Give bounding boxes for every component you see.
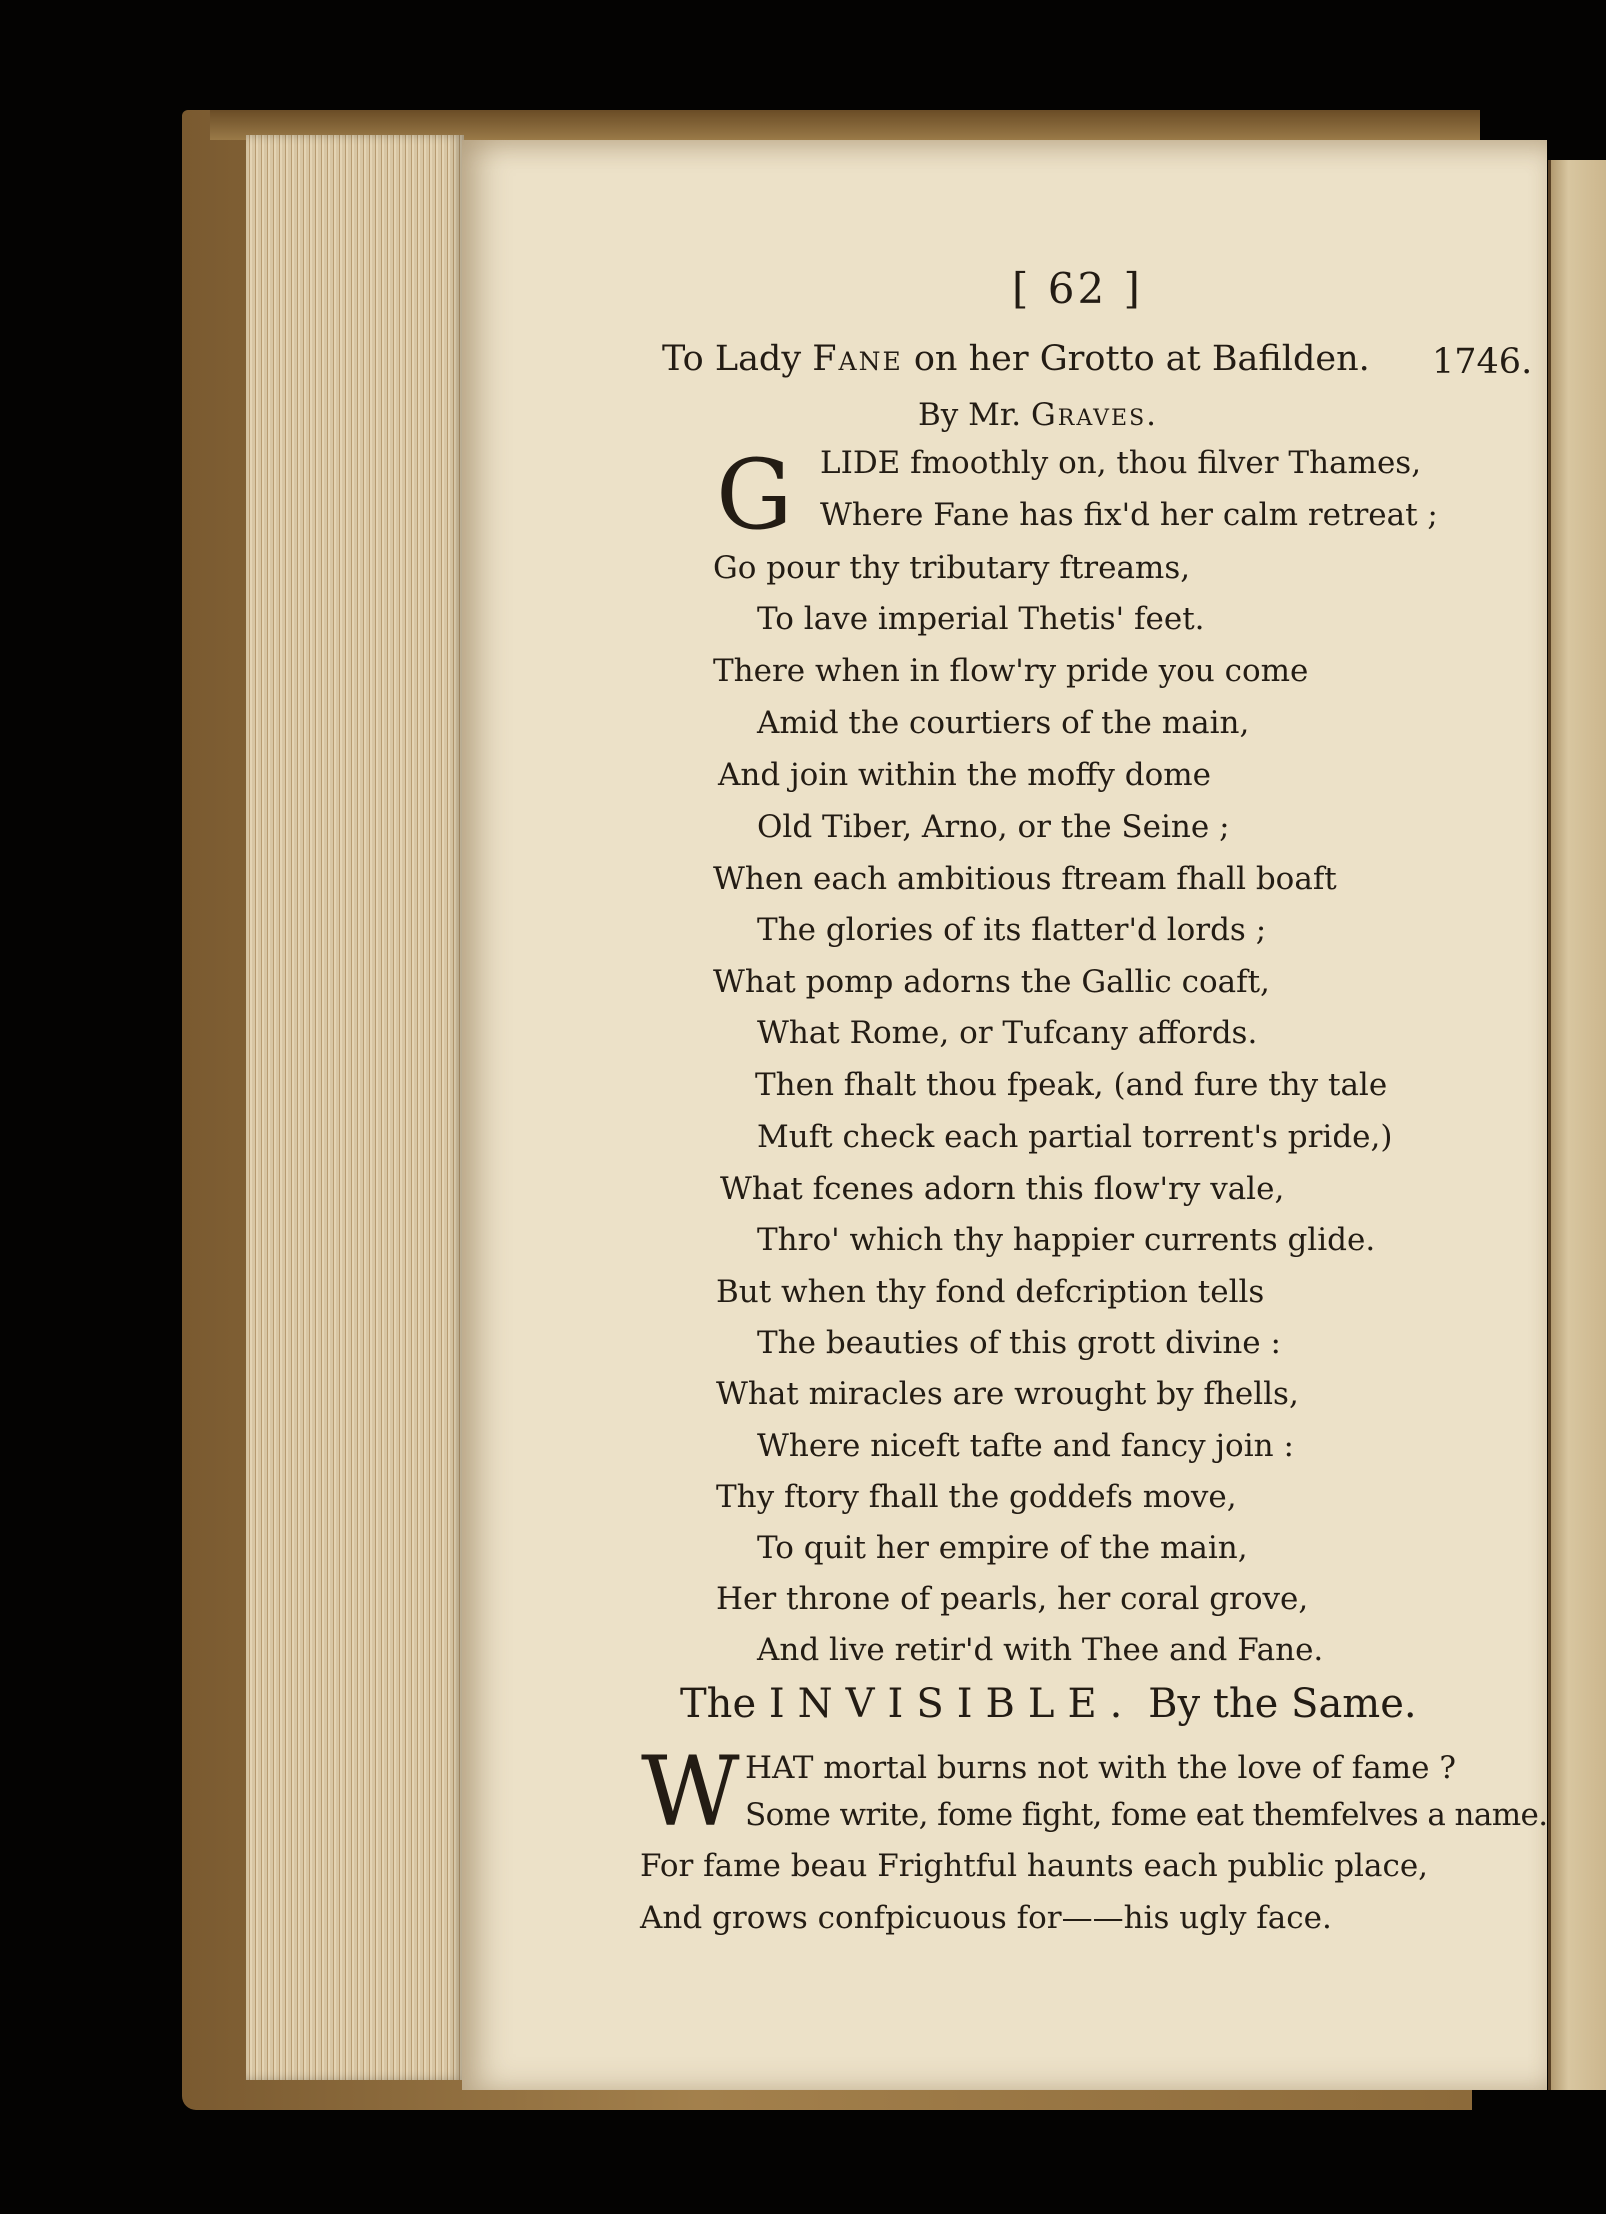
poem2-title bbox=[680, 1681, 1417, 1727]
verse-line: Thy ftory fhall the goddefs move, bbox=[716, 1479, 1237, 1515]
verse-line: Go pour thy tributary ftreams, bbox=[713, 550, 1191, 586]
page-number: [ 62 ] bbox=[1012, 264, 1143, 313]
verse-line: Amid the courtiers of the main, bbox=[757, 705, 1250, 741]
verse-line: To lave imperial Thetis' feet. bbox=[757, 601, 1205, 637]
verse-line: HAT mortal burns not with the love of fame ? bbox=[745, 1750, 1456, 1786]
poem2-title-pre: The bbox=[680, 1681, 769, 1727]
verse-line: Muft check each partial torrent's pride,) bbox=[757, 1119, 1393, 1155]
verse-line: But when thy fond defcription tells bbox=[716, 1274, 1265, 1310]
poem-byline bbox=[918, 397, 1159, 433]
poem-title-name: Fane bbox=[812, 339, 903, 379]
poem-year: 1746. bbox=[1432, 342, 1533, 382]
verse-line: Where Fane has fix'd her calm retreat ; bbox=[820, 497, 1438, 533]
poem2-dropcap: W bbox=[641, 1736, 740, 1848]
poem-title bbox=[662, 339, 1370, 379]
verse-line: And join within the moffy dome bbox=[718, 757, 1211, 793]
verse-line: The glories of its flatter'd lords ; bbox=[757, 912, 1267, 948]
page-fore-edge bbox=[246, 135, 464, 2080]
verse-line: Thro' which thy happier currents glide. bbox=[757, 1222, 1376, 1258]
poem2-title-main: INVISIBLE. bbox=[768, 1681, 1136, 1727]
verse-line: Where niceft tafte and fancy join : bbox=[757, 1428, 1294, 1464]
verse-line: To quit her empire of the main, bbox=[757, 1530, 1248, 1566]
verse-line: Some write, fome fight, fome eat themfelves a name. bbox=[745, 1797, 1548, 1833]
verse-line: The beauties of this grott divine : bbox=[757, 1325, 1281, 1361]
verse-line: What miracles are wrought by fhells, bbox=[716, 1376, 1299, 1412]
byline-name: Graves. bbox=[1031, 397, 1159, 433]
poem-title-post: on her Grotto at Bafilden. bbox=[902, 339, 1370, 379]
verse-line: When each ambitious ftream fhall boaft bbox=[713, 861, 1337, 897]
verse-line: What fcenes adorn this flow'ry vale, bbox=[720, 1171, 1285, 1207]
verse-line: Old Tiber, Arno, or the Seine ; bbox=[757, 809, 1230, 845]
poem-dropcap: G bbox=[716, 439, 793, 551]
poem-title-pre: To Lady bbox=[662, 339, 813, 379]
verse-line: LIDE fmoothly on, thou filver Thames, bbox=[820, 445, 1422, 481]
poem2-title-post: By the Same. bbox=[1135, 1681, 1417, 1727]
verse-line: For fame beau Frightful haunts each public place, bbox=[640, 1848, 1429, 1884]
verse-line: And live retir'd with Thee and Fane. bbox=[757, 1632, 1324, 1668]
verse-line: What Rome, or Tufcany affords. bbox=[757, 1015, 1258, 1051]
verse-line: Then fhalt thou fpeak, (and fure thy tale bbox=[755, 1067, 1388, 1103]
facing-page-edge bbox=[1548, 160, 1606, 2090]
verse-line: Her throne of pearls, her coral grove, bbox=[716, 1581, 1309, 1617]
verse-line: What pomp adorns the Gallic coaft, bbox=[713, 964, 1270, 1000]
verse-line: There when in flow'ry pride you come bbox=[713, 653, 1309, 689]
verse-line: And grows confpicuous for——his ugly face. bbox=[640, 1900, 1332, 1936]
byline-pre: By Mr. bbox=[918, 397, 1032, 433]
